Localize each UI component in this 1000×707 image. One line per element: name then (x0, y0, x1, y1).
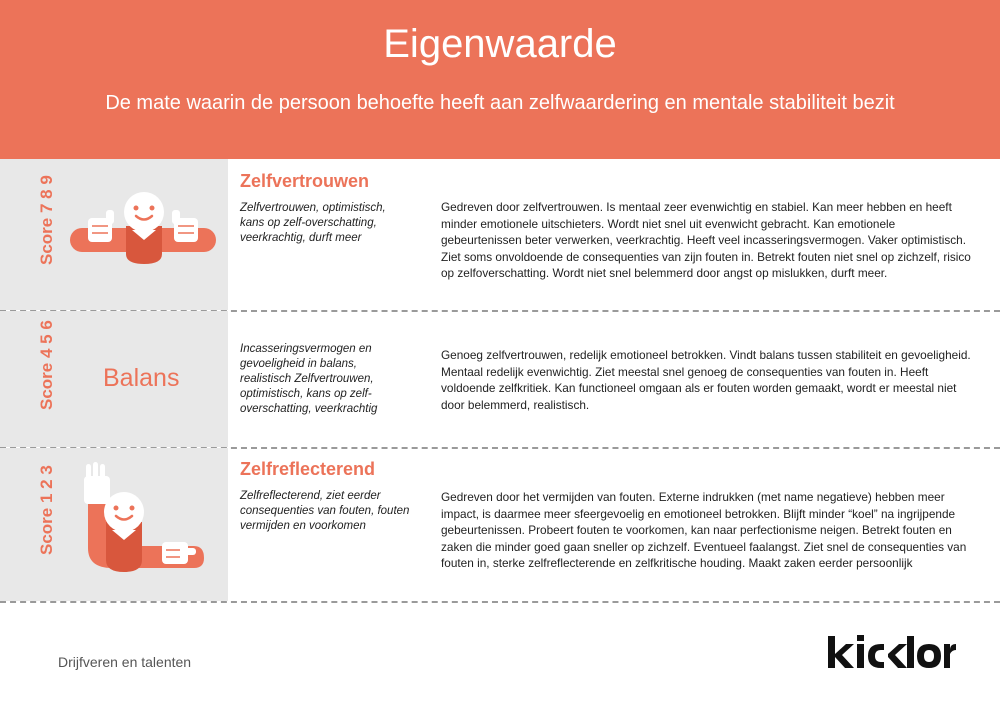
section-title-zelfreflecterend: Zelfreflecterend (240, 459, 376, 479)
header (0, 0, 1000, 159)
page-subtitle: De mate waarin de persoon behoefte heeft aan zelfwaardering en mentale stabiliteit bezit (105, 92, 895, 114)
keywords-zelfvertrouwen: Zelfvertrouwen, optimistisch, kans op zelf-overschatting, veerkrachtig, durft meer (240, 202, 386, 244)
kickor-logo (826, 632, 956, 672)
confident-figure-icon (68, 186, 218, 266)
keywords-zelfreflecterend: Zelfreflecterend, ziet eerder consequenties van fouten, fouten vermijden en voorkomen (240, 490, 410, 532)
description-balans: Genoeg zelfvertrouwen, redelijk emotioneel betrokken. Vindt balans tussen stabiliteit en gevoeligheid. Mentaal redelijk evenwichtig. Ziet meestal snel genoeg de consequenties van fouten in. Heeft voldoende zelfkritiek. Kan functioneel omgaan als er fouten worden gemaakt, wordt er meestal niet door belemmerd, realistisch. (441, 348, 971, 412)
score-label-high: Score 7 8 9 (37, 175, 56, 265)
reflective-figure-icon (76, 462, 208, 580)
kickor-logo-icon (826, 632, 956, 672)
section-title-zelfvertrouwen: Zelfvertrouwen (240, 171, 370, 191)
description-zelfvertrouwen: Gedreven door zelfvertrouwen. Is mentaal zeer evenwichtig en stabiel. Kan meer hebben en heeft minder emotionele uitschieters. Wordt niet snel uit evenwicht gebracht. Kan emotionele gebeurtenissen beter verwerken, veerkrachtig. Heeft veel incasseringsvermogen. Vaker optimistisch. Ziet soms onvoldoende de consequenties van zijn fouten in. Betrekt fouten niet snel op zichzelf, risico op zelfoverschatting. Wordt niet snel belemmerd door angst op mislukken, durft meer. (441, 200, 971, 280)
page-title: Eigenwaarde (383, 22, 617, 66)
keywords-balans: Incasseringsvermogen en gevoeligheid in balans, realistisch Zelfvertrouwen, optimistisch, kans op zelf-overschatting, veerkrachtig (240, 343, 378, 415)
footer-text: Drijfveren en talenten (58, 654, 192, 670)
balans-label: Balans (103, 364, 180, 392)
divider (0, 601, 1000, 603)
score-label-mid: Score 4 5 6 (37, 320, 56, 410)
description-zelfreflecterend: Gedreven door het vermijden van fouten. Externe indrukken (met name negatieve) hebben meer impact, is daarmee meer sfeergevoelig en emotioneel betrokken. Blijft minder “koel” na ingrijpende gebeurtenissen. Probeert fouten te voorkomen, kan naar perfectionisme neigen. Betrekt fouten en zaken die minder goed gaan sneller op zichzelf. Eventueel faalangst. Ziet snel de consequenties van fouten in, sterke zelfreflecterende en zelfkritische houding. Maakt zaken eerder persoonlijk (441, 490, 967, 570)
score-label-low: Score 1 2 3 (37, 465, 56, 555)
